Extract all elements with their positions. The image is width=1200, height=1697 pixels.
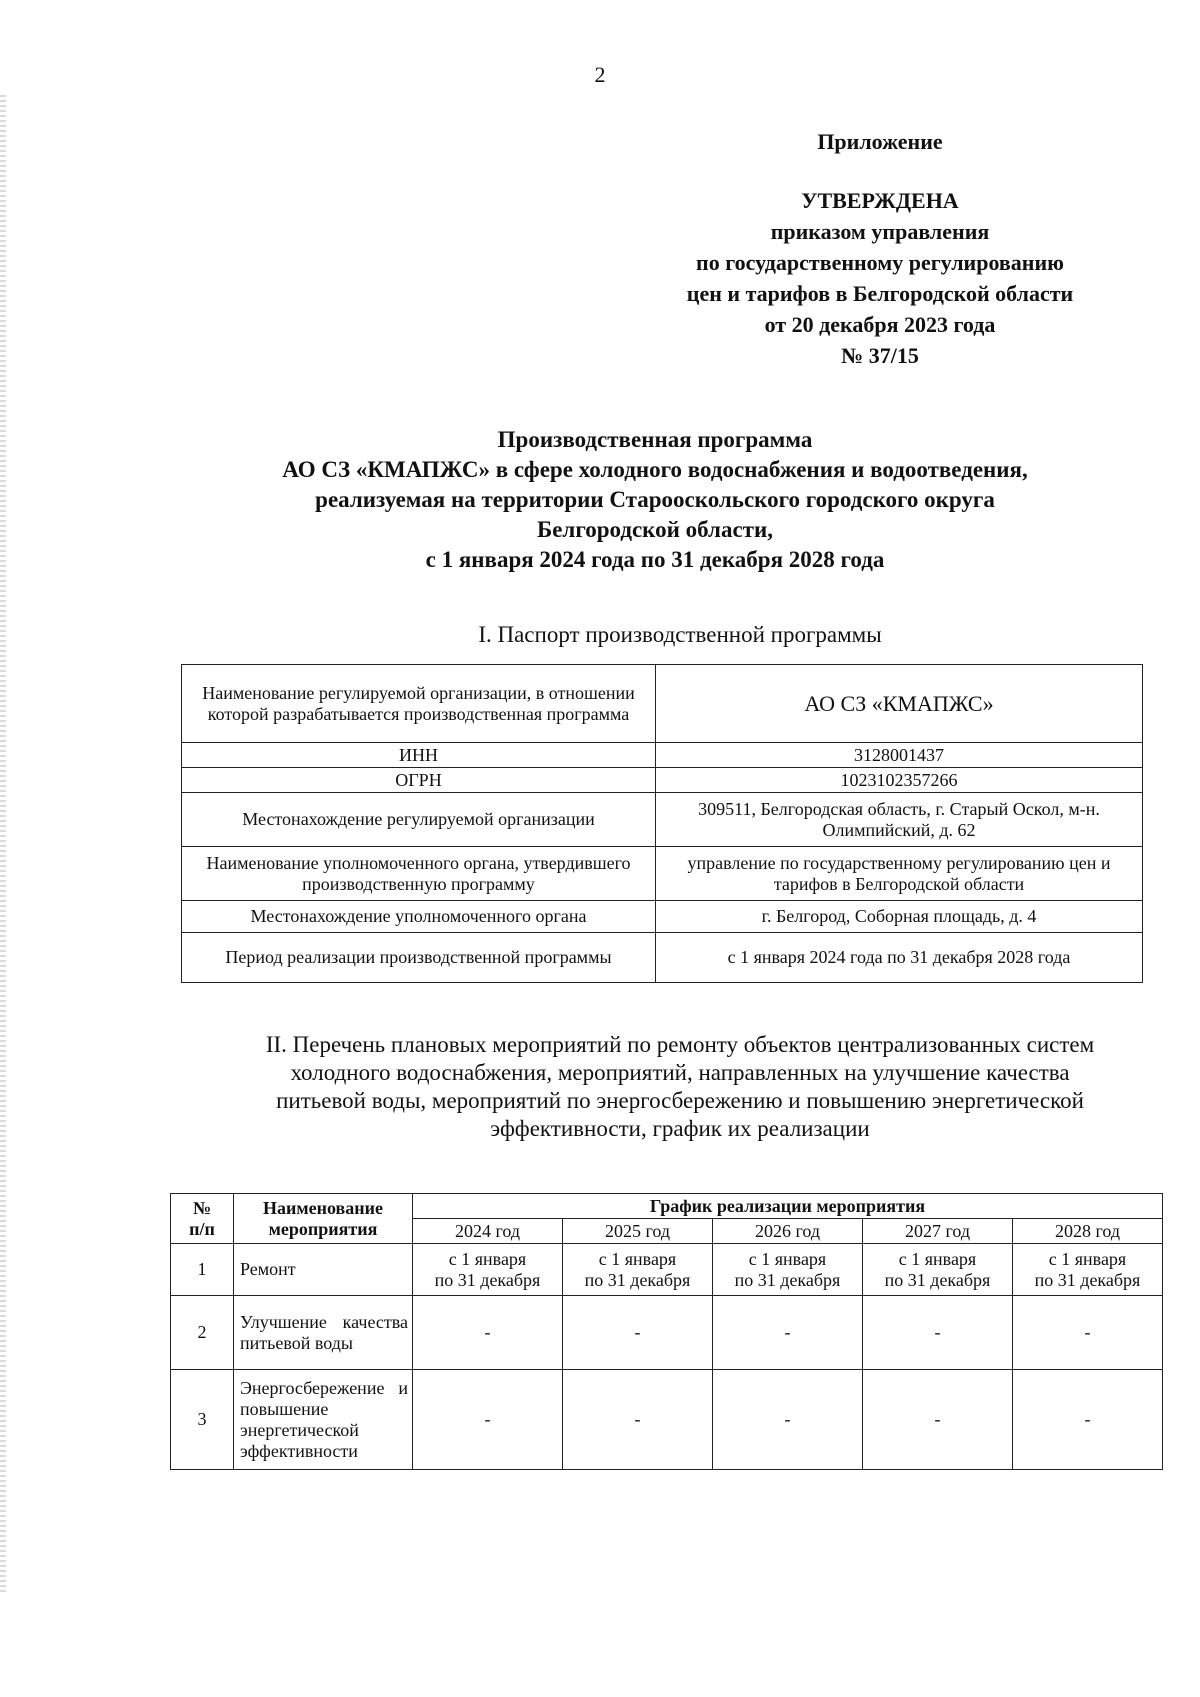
schedule-header: График реализации мероприятия [413,1194,1163,1219]
year-header: 2024 год [413,1219,563,1244]
schedule-cell: - [413,1296,563,1370]
section2-title-line-2: холодного водоснабжения, мероприятий, направленных на улучшение качества [290,1060,1070,1085]
section2-title [180,1031,1180,1143]
schedule-cell: с 1 января по 31 декабря [413,1244,563,1296]
year-header: 2025 год [563,1219,713,1244]
table-row [182,933,1143,983]
page-number: 2 [594,62,606,87]
passport-value: с 1 января 2024 года по 31 декабря 2028 года [656,933,1143,983]
schedule-cell: - [1013,1370,1163,1470]
schedule-cell: с 1 января по 31 декабря [563,1244,713,1296]
table-row [171,1244,1163,1296]
num-header: № п/п [171,1194,234,1244]
approval-block [635,126,1125,371]
passport-value: 3128001437 [656,743,1143,768]
table-row [182,743,1143,768]
table-row [171,1296,1163,1370]
plan-table [170,1193,1163,1470]
passport-label: ОГРН [182,768,656,793]
passport-label: Период реализации производственной программы [182,933,656,983]
schedule-cell: с 1 января по 31 декабря [713,1244,863,1296]
name-header: Наименование мероприятия [234,1194,413,1244]
approval-date: от 20 декабря 2023 года [764,312,996,337]
measure-name: Улучшение качества питьевой воды [234,1296,413,1370]
passport-value: 309511, Белгородская область, г. Старый Оскол, м-н. Олимпийский, д. 62 [656,793,1143,847]
passport-value: 1023102357266 [656,768,1143,793]
document-title [150,425,1160,575]
title-line-1: Производственная программа [497,427,813,452]
section2-title-line-1: II. Перечень плановых мероприятий по ремонту объектов централизованных систем [265,1032,1095,1057]
schedule-cell: - [563,1370,713,1470]
row-number: 2 [171,1296,234,1370]
section2-title-line-4: эффективности, график их реализации [490,1116,870,1141]
row-number: 3 [171,1370,234,1470]
approval-line-2: по государственному регулированию [696,250,1064,275]
table-header-row [171,1194,1163,1219]
passport-label: Местонахождение регулируемой организации [182,793,656,847]
table-row [182,665,1143,743]
year-header: 2028 год [1013,1219,1163,1244]
passport-label: ИНН [182,743,656,768]
schedule-cell: - [863,1296,1013,1370]
approval-line-3: цен и тарифов в Белгородской области [686,281,1074,306]
title-line-4: Белгородской области, [537,517,773,542]
passport-value: АО СЗ «КМАПЖС» [656,665,1143,743]
table-row [171,1370,1163,1470]
approval-number: № 37/15 [841,343,919,368]
schedule-cell: с 1 января по 31 декабря [863,1244,1013,1296]
measure-name: Ремонт [234,1244,413,1296]
schedule-cell: - [1013,1296,1163,1370]
approved-label: УТВЕРЖДЕНА [801,188,959,213]
appendix-label: Приложение [817,129,943,154]
table-row [182,793,1143,847]
measure-name: Энергосбережение и повышение энергетической эффективности [234,1370,413,1470]
passport-table [181,664,1143,983]
schedule-cell: - [713,1296,863,1370]
section1-title: I. Паспорт производственной программы [478,622,882,647]
title-line-2: АО СЗ «КМАПЖС» в сфере холодного водоснабжения и водоотведения, [282,457,1028,482]
table-row [182,768,1143,793]
title-line-5: с 1 января 2024 года по 31 декабря 2028 года [425,547,885,572]
scan-edge-artifact [0,95,6,1595]
passport-value: г. Белгород, Соборная площадь, д. 4 [656,901,1143,933]
schedule-cell: - [563,1296,713,1370]
passport-label: Наименование регулируемой организации, в отношении которой разрабатывается производственная программа [182,665,656,743]
schedule-cell: - [713,1370,863,1470]
schedule-cell: - [413,1370,563,1470]
table-row [182,901,1143,933]
approval-line-1: приказом управления [770,219,990,244]
row-number: 1 [171,1244,234,1296]
year-header: 2026 год [713,1219,863,1244]
schedule-cell: с 1 января по 31 декабря [1013,1244,1163,1296]
passport-value: управление по государственному регулированию цен и тарифов в Белгородской области [656,847,1143,901]
table-row [182,847,1143,901]
title-line-3: реализуемая на территории Старооскольского городского округа [315,487,995,512]
year-header: 2027 год [863,1219,1013,1244]
schedule-cell: - [863,1370,1013,1470]
section2-title-line-3: питьевой воды, мероприятий по энергосбережению и повышению энергетической [276,1088,1084,1113]
passport-label: Наименование уполномоченного органа, утвердившего производственную программу [182,847,656,901]
passport-label: Местонахождение уполномоченного органа [182,901,656,933]
